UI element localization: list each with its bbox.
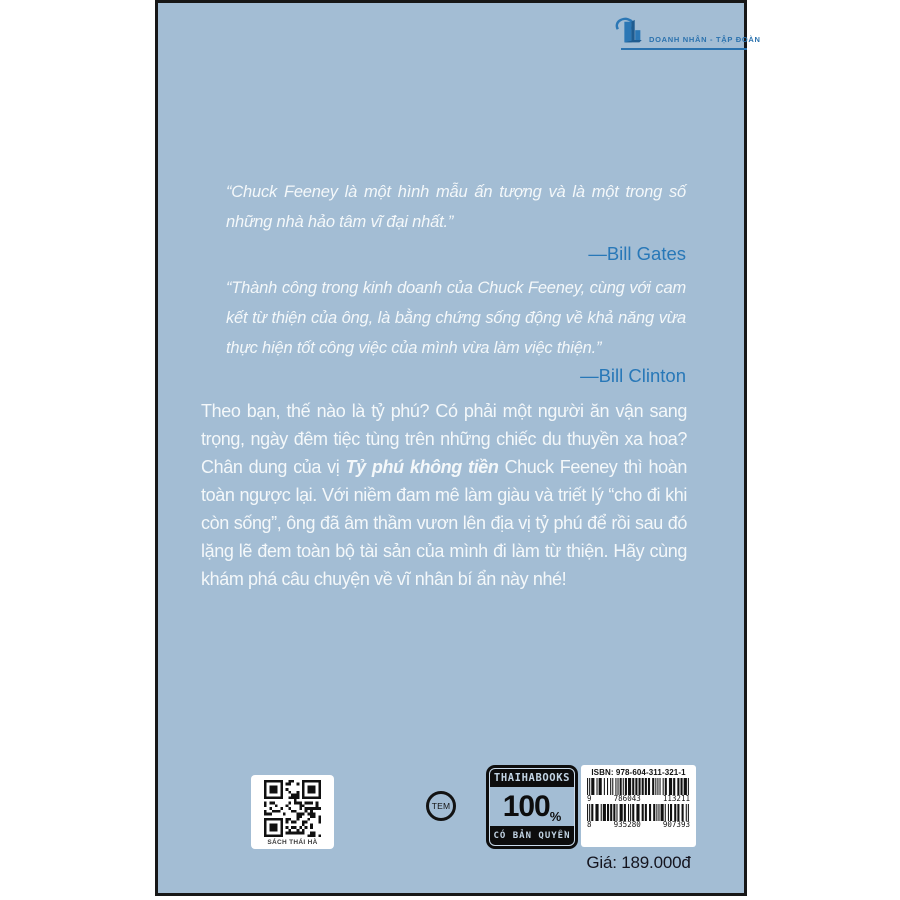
description-before-title: Theo bạn, thế nào là tỷ phú? Có phải một người ăn vận sang trọng, ngày đêm tiệc tùng trên những chiếc du thuyền xa hoa? Chân dung của vị: [201, 401, 687, 477]
barcode-1-group2: 113211: [662, 794, 690, 803]
thaihabooks-logo-icon: [613, 17, 647, 49]
barcode-2-group1: 935280: [613, 820, 641, 829]
barcode-1-left-digit: 9: [587, 794, 592, 803]
barcode-sticker: [581, 765, 696, 847]
quote-author-bill-clinton: —Bill Clinton: [580, 365, 686, 386]
book-back-cover: [155, 0, 761, 896]
barcode-2-digits: [586, 821, 691, 829]
isbn-label: ISBN: 978-604-311-321-1: [591, 768, 686, 777]
tem-stamp: [426, 791, 456, 821]
quote-bill-gates: “Chuck Feeney là một hình mẫu ấn tượng và là một trong số những nhà hảo tâm vĩ đại nhất.”: [226, 183, 686, 231]
quote-bill-clinton: “Thành công trong kinh doanh của Chuck Feeney, cùng với cam kết từ thiện của ông, là bằng chứng sống động về khả năng vừa thực hiện tốt công việc của mình vừa làm việc thiện.”: [226, 279, 686, 357]
badge-brand: THAIHABOOKS: [493, 772, 571, 784]
header-rule: [621, 48, 747, 50]
publisher-header: [613, 15, 761, 51]
barcode-2-icon: [586, 804, 691, 821]
qr-label: SÁCH THÁI HÀ: [267, 839, 318, 846]
barcode-1-group1: 786043: [613, 794, 641, 803]
barcode-2-left-digit: 8: [587, 820, 592, 829]
quote-author-bill-gates: —Bill Gates: [588, 243, 686, 264]
copyright-badge-inner: [489, 768, 575, 846]
badge-copyright-line: CÓ BẢN QUYỀN: [493, 830, 571, 841]
barcode-1-digits: [586, 795, 691, 803]
book-title-inline: Tỷ phú không tiền: [345, 457, 499, 477]
copyright-badge: [486, 765, 578, 849]
barcode-2-group2: 907393: [662, 820, 690, 829]
badge-percent-sign: %: [549, 809, 562, 824]
qr-sticker: [251, 775, 334, 849]
description-after-title: Chuck Feeney thì hoàn toàn ngược lại. Với niềm đam mê làm giàu và triết lý “cho đi khi còn sống”, ông đã âm thầm vươn lên địa vị tỷ phú để rồi sau đó lặng lẽ đem toàn bộ tài sản của mình đi làm từ thiện. Hãy cùng khám phá câu chuyện về vĩ nhân bí ẩn này nhé!: [201, 457, 687, 589]
tem-label: TEM: [431, 801, 451, 811]
description-paragraph: [201, 397, 687, 593]
barcode-1-icon: [586, 778, 691, 795]
badge-percent: 100: [502, 789, 550, 823]
price-label: Giá: 189.000đ: [586, 853, 691, 872]
series-label: DOANH NHÂN - TẬP ĐOÀN: [649, 35, 761, 44]
qr-code-icon: [264, 780, 321, 837]
badge-percent-band: [490, 787, 574, 826]
